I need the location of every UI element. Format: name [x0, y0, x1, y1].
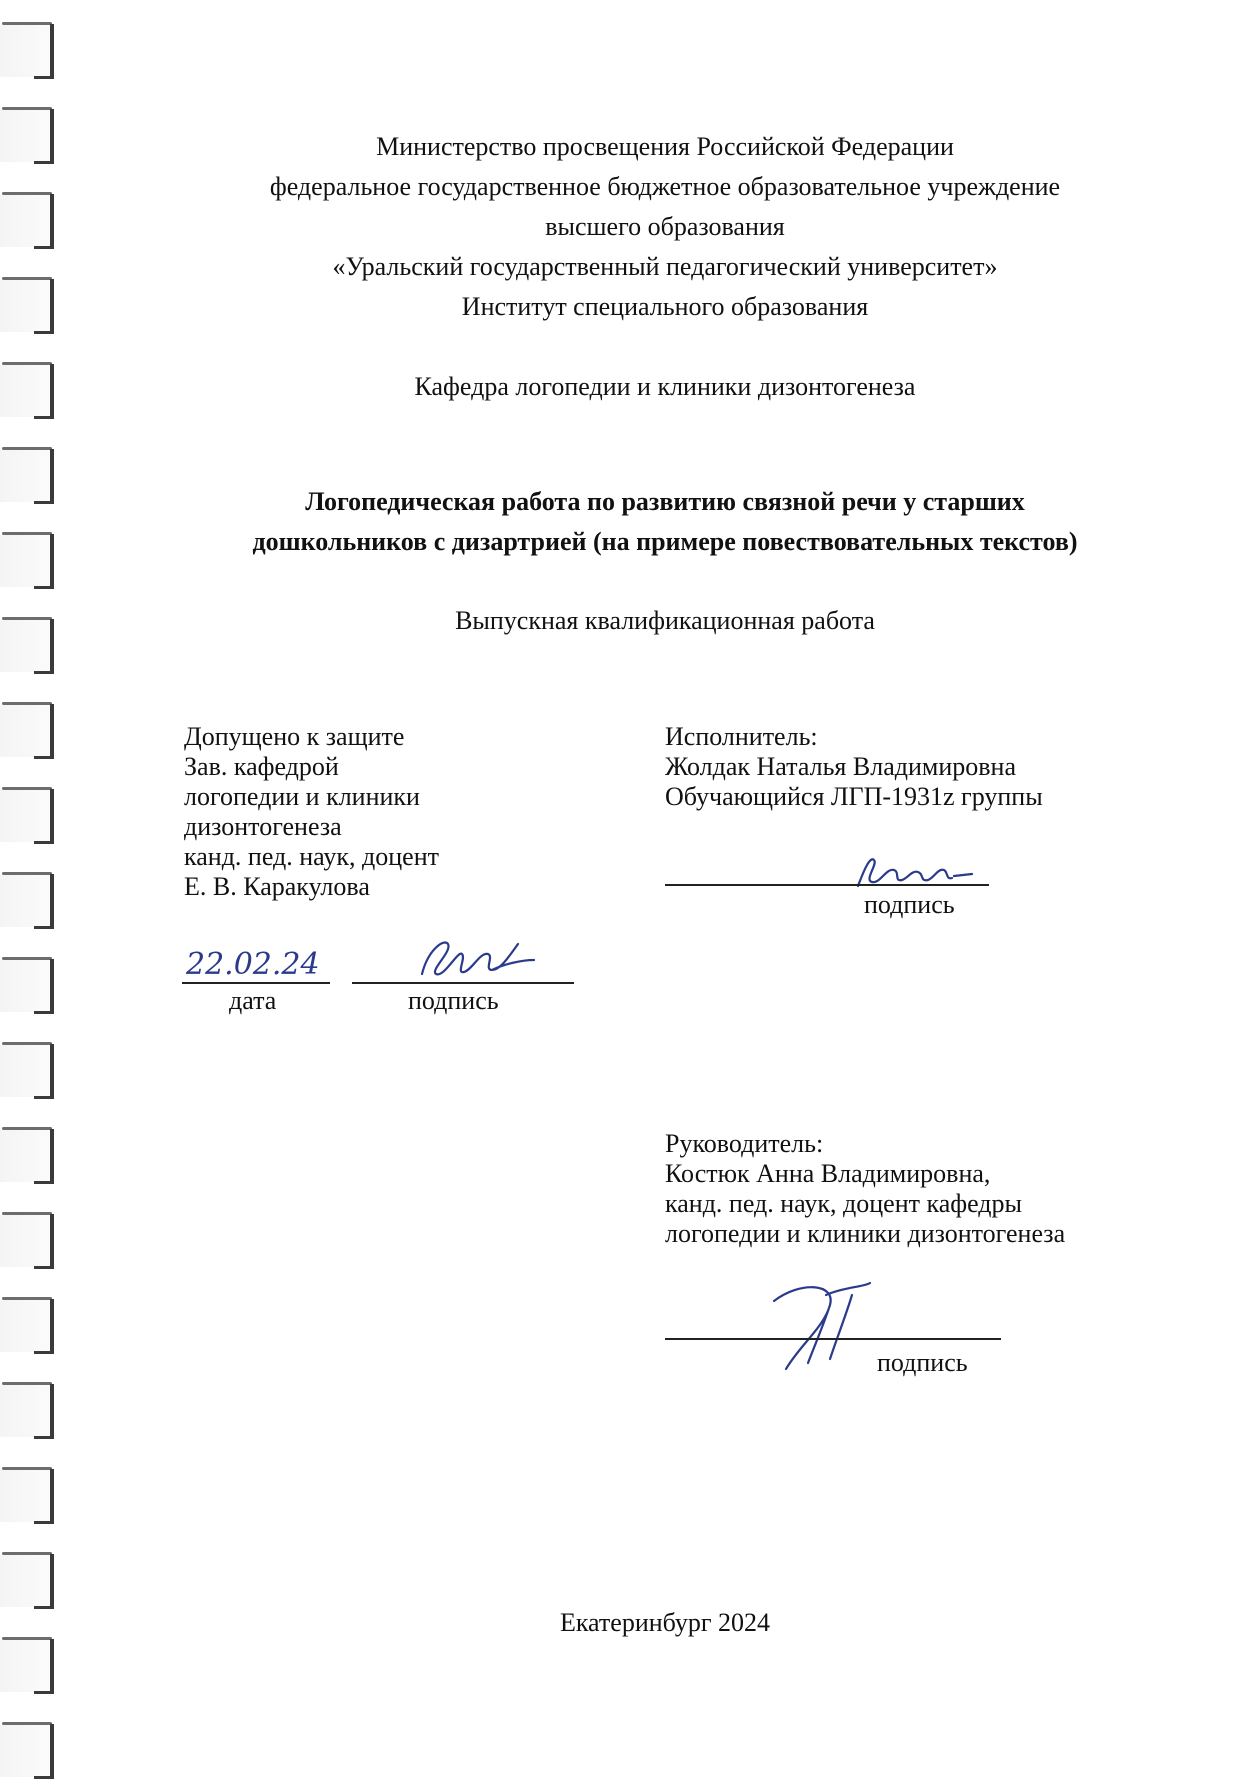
- ministry-line: Министерство просвещения Российской Федерации: [376, 132, 954, 161]
- head-of-department-name: Е. В. Каракулова: [184, 872, 370, 901]
- binding-ring: [0, 1042, 56, 1100]
- admission-line: канд. пед. наук, доцент: [184, 842, 439, 871]
- handwritten-date: [178, 942, 328, 984]
- date-line: [182, 982, 330, 984]
- executor-signature-line: [665, 884, 989, 886]
- date-caption: дата: [229, 986, 277, 1015]
- executor-name: Жолдак Наталья Владимировна: [665, 752, 1016, 781]
- executor-group: Обучающийся ЛГП-1931z группы: [665, 782, 1043, 811]
- supervisor-position: канд. пед. наук, доцент кафедры: [665, 1189, 1023, 1218]
- supervisor-label: Руководитель:: [665, 1129, 824, 1158]
- binding-ring: [0, 107, 56, 165]
- admission-line: Допущено к защите: [184, 722, 405, 751]
- supervisor-block: [665, 1129, 1065, 1249]
- executor-label: Исполнитель:: [665, 722, 818, 751]
- binding-ring: [0, 1382, 56, 1440]
- supervisor-position: логопедии и клиники дизонтогенеза: [665, 1219, 1066, 1248]
- head-signature-line: [352, 982, 574, 984]
- executor-signature-caption: подпись: [864, 890, 955, 919]
- supervisor-name: Костюк Анна Владимировна,: [665, 1159, 991, 1188]
- admission-line: логопедии и клиники: [184, 782, 420, 811]
- binding-ring: [0, 1212, 56, 1270]
- handwritten-date-text: 22.02.24: [186, 947, 320, 982]
- binding-ring: [0, 1297, 56, 1355]
- binding-ring: [0, 277, 56, 335]
- binding-ring: [0, 532, 56, 590]
- binding-ring: [0, 362, 56, 420]
- admission-line: дизонтогенеза: [184, 812, 342, 841]
- binding-ring: [0, 957, 56, 1015]
- institute-line: Институт специального образования: [461, 292, 869, 321]
- binding-ring: [0, 447, 56, 505]
- supervisor-signature: [760, 1275, 880, 1375]
- admission-line: Зав. кафедрой: [184, 752, 339, 781]
- thesis-title-line-2: дошкольников с дизартрией (на примере повествовательных текстов): [252, 527, 1078, 556]
- binding-ring: [0, 702, 56, 760]
- city-year: Екатеринбург 2024: [559, 1608, 771, 1637]
- binding-ring: [0, 872, 56, 930]
- supervisor-signature-line: [665, 1338, 1001, 1340]
- binding-ring: [0, 787, 56, 845]
- admission-block: [184, 722, 439, 902]
- binding-ring: [0, 1722, 56, 1780]
- binding-ring: [0, 1637, 56, 1695]
- institution-type-line: федеральное государственное бюджетное образовательное учреждение: [269, 172, 1061, 201]
- thesis-title-line-1: Логопедическая работа по развитию связной речи у старших: [305, 487, 1025, 516]
- supervisor-signature-caption: подпись: [877, 1348, 968, 1377]
- binding-ring: [0, 1552, 56, 1610]
- head-signature-caption: подпись: [408, 986, 499, 1015]
- head-signature: [400, 930, 550, 986]
- binding-ring: [0, 617, 56, 675]
- spiral-binding: [0, 0, 70, 1754]
- department-line: Кафедра логопедии и клиники дизонтогенеза: [414, 372, 916, 401]
- institution-level-line: высшего образования: [545, 212, 785, 241]
- binding-ring: [0, 1127, 56, 1185]
- executor-block: [665, 722, 1043, 812]
- university-line: «Уральский государственный педагогический университет»: [332, 252, 998, 281]
- binding-ring: [0, 192, 56, 250]
- binding-ring: [0, 22, 56, 80]
- binding-ring: [0, 1467, 56, 1525]
- work-type: Выпускная квалификационная работа: [455, 606, 875, 635]
